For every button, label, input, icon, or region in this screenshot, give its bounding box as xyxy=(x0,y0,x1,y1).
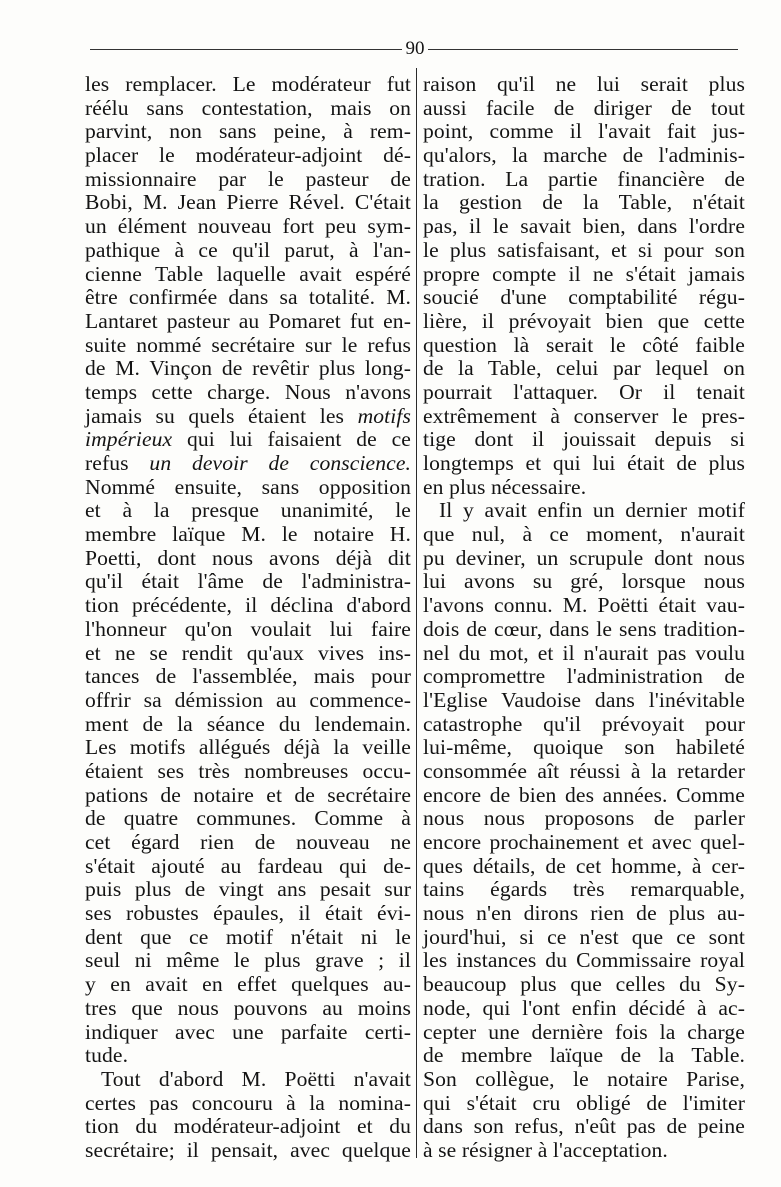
text-line xyxy=(85,736,411,760)
line-text: les instances du Commissaire royal xyxy=(423,948,745,973)
line-text: à se résigner à l'acceptation. xyxy=(423,1137,668,1162)
text-line xyxy=(85,73,411,97)
italic-text: motifs xyxy=(357,403,411,428)
line-text: cepter une dernière fois la charge xyxy=(423,1019,745,1044)
text-line xyxy=(423,452,745,476)
text-line xyxy=(85,665,411,689)
line-text: nel du mot, et il n'aurait pas voulu xyxy=(423,640,745,665)
line-text: dent que ce motif n'était ni le xyxy=(85,924,411,949)
line-text: encore de bien des années. Comme xyxy=(423,782,745,807)
line-text: seul ni même le plus grave ; il xyxy=(85,948,411,973)
text-line xyxy=(85,949,411,973)
text-line xyxy=(85,973,411,997)
line-text: certes pas concouru à la nomina- xyxy=(85,1090,411,1115)
page-number: 90 xyxy=(402,38,428,60)
text-line xyxy=(85,334,411,358)
text-line xyxy=(85,1115,411,1139)
text-line xyxy=(85,357,411,381)
text-line xyxy=(85,191,411,215)
text-line xyxy=(85,807,411,831)
line-text: nous n'en dirons rien de plus au- xyxy=(423,901,745,926)
line-text: les remplacer. Le modérateur fut xyxy=(85,72,411,96)
text-line xyxy=(85,855,411,879)
line-text: longtemps et qui lui était de plus xyxy=(423,451,745,475)
line-text: tration. La partie financière de xyxy=(423,166,745,191)
text-line xyxy=(423,1115,745,1139)
line-text: en plus nécessaire. xyxy=(423,474,587,499)
text-line xyxy=(85,452,411,476)
text-line xyxy=(85,1021,411,1045)
line-text: lière, il prévoyait bien que cette xyxy=(423,308,745,333)
line-text: ses robustes épaules, il était évi- xyxy=(85,901,411,926)
line-text: Poetti, dont nous avons déjà dit xyxy=(85,545,411,570)
line-text: ques détails, de cet homme, à cer- xyxy=(423,853,745,878)
text-line xyxy=(423,97,745,121)
text-line xyxy=(423,144,745,168)
line-text: pourrait l'attaquer. Or il tenait xyxy=(423,379,745,404)
line-text: la gestion de la Table, n'était xyxy=(423,190,745,215)
text-line xyxy=(423,642,745,666)
text-line xyxy=(423,428,745,452)
text-line xyxy=(423,689,745,713)
line-text: suite nommé secrétaire sur le refus xyxy=(85,332,411,357)
text-line xyxy=(85,97,411,121)
text-line xyxy=(85,878,411,902)
text-line xyxy=(85,926,411,950)
line-text: réélu sans contestation, mais on xyxy=(85,95,411,120)
text-line xyxy=(423,120,745,144)
line-text: secrétaire; il pensait, avec quelque xyxy=(85,1137,411,1162)
line-text: dans son refus, n'eût pas de peine xyxy=(423,1114,745,1139)
line-text: Son collègue, le notaire Parise, xyxy=(423,1066,745,1091)
text-line xyxy=(423,476,745,500)
line-text: s'était ajouté au fardeau qui de- xyxy=(85,853,411,878)
text-line xyxy=(85,263,411,287)
right-column xyxy=(423,73,745,1163)
line-text: être confirmée dans sa totalité. M. xyxy=(85,285,411,310)
line-text: étaient ses très nombreuses occu- xyxy=(85,758,411,783)
line-text: tude. xyxy=(85,1043,129,1068)
line-text: lui-même, quoique son habileté xyxy=(423,735,745,760)
text-line xyxy=(85,499,411,523)
line-text: Il y avait enfin un dernier motif xyxy=(439,498,745,523)
line-text: tige dont il jouissait depuis si xyxy=(423,427,745,452)
line-text: point, comme il l'avait fait jus- xyxy=(423,119,745,144)
line-text: qu'alors, la marche de l'adminis- xyxy=(423,143,745,168)
line-text: un élément nouveau fort peu sym- xyxy=(85,214,411,239)
line-text: parvint, non sans peine, à rem- xyxy=(85,119,411,144)
text-line xyxy=(423,334,745,358)
text-line xyxy=(85,428,411,452)
line-text: consommée aît réussi à la retarder xyxy=(423,758,745,783)
text-line xyxy=(85,1044,411,1068)
text-line xyxy=(423,286,745,310)
line-text: refus xyxy=(85,451,150,475)
text-line xyxy=(423,807,745,831)
text-line xyxy=(423,499,745,523)
text-line xyxy=(423,1021,745,1045)
line-text: pas, il le savait bien, dans l'ordre xyxy=(423,214,745,239)
text-line xyxy=(423,594,745,618)
text-line xyxy=(85,594,411,618)
line-text: extrêmement à conserver le pres- xyxy=(423,403,745,428)
text-line xyxy=(423,405,745,429)
line-text: tres que nous pouvons au moins xyxy=(85,995,411,1020)
text-line xyxy=(423,618,745,642)
text-line xyxy=(423,1044,745,1068)
text-line xyxy=(423,310,745,334)
text-line xyxy=(85,144,411,168)
text-line xyxy=(85,713,411,737)
line-text: temps cette charge. Nous n'avons xyxy=(85,379,411,404)
text-line xyxy=(85,784,411,808)
line-text: question là serait le côté faible xyxy=(423,332,745,357)
line-text: offrir sa démission au commence- xyxy=(85,687,411,712)
text-line xyxy=(423,713,745,737)
line-text: propre compte il ne s'était jamais xyxy=(423,261,745,286)
line-text: membre laïque M. le notaire H. xyxy=(85,522,411,547)
line-text: aussi facile de diriger de tout xyxy=(423,95,745,120)
text-line xyxy=(85,286,411,310)
text-line xyxy=(85,1139,411,1163)
line-text: tion du modérateur-adjoint et du xyxy=(85,1114,411,1139)
text-line xyxy=(423,878,745,902)
line-text: tains égards très remarquable, xyxy=(423,877,745,902)
text-line xyxy=(423,1068,745,1092)
text-line xyxy=(423,665,745,689)
text-line xyxy=(423,191,745,215)
text-line xyxy=(423,1139,745,1163)
line-text: beaucoup plus que celles du Sy- xyxy=(423,972,745,997)
line-text: Nommé ensuite, sans opposition xyxy=(85,474,411,499)
line-text: dois de cœur, dans le sens tradition- xyxy=(423,616,745,641)
text-line xyxy=(85,381,411,405)
line-text: Les motifs allégués déjà la veille xyxy=(85,735,411,760)
header-rule-left xyxy=(90,49,402,50)
line-text: de quatre communes. Comme à xyxy=(85,806,411,831)
line-text: Tout d'abord M. Poëtti n'avait xyxy=(101,1066,411,1091)
text-line xyxy=(423,973,745,997)
line-text: pathique à ce qu'il parut, à l'an- xyxy=(85,237,411,262)
text-line xyxy=(85,902,411,926)
text-line xyxy=(85,618,411,642)
line-text: cienne Table laquelle avait espéré xyxy=(85,261,411,286)
italic-text: un devoir de conscience. xyxy=(149,451,411,475)
text-line xyxy=(85,831,411,855)
line-text: puis plus de vingt ans pesait sur xyxy=(85,877,411,902)
italic-text: impérieux xyxy=(85,427,173,452)
line-text: que nul, à ce moment, n'aurait xyxy=(423,522,745,547)
line-text: compromettre l'administration de xyxy=(423,664,745,689)
line-text: missionnaire par le pasteur de xyxy=(85,166,411,191)
text-line xyxy=(85,1092,411,1116)
text-line xyxy=(85,547,411,571)
text-line xyxy=(85,120,411,144)
text-line xyxy=(423,831,745,855)
line-text: tion précédente, il déclina d'abord xyxy=(85,593,411,618)
text-line xyxy=(423,570,745,594)
line-text: nous nous proposons de parler xyxy=(423,806,745,831)
line-text: soucié d'une comptabilité régu- xyxy=(423,285,745,310)
text-line xyxy=(85,215,411,239)
text-line xyxy=(423,357,745,381)
line-text: ment de la séance du lendemain. xyxy=(85,711,411,736)
text-line xyxy=(423,1092,745,1116)
text-line xyxy=(85,689,411,713)
line-text: qui lui faisaient de ce xyxy=(172,427,411,452)
text-line xyxy=(423,949,745,973)
text-line xyxy=(85,760,411,784)
text-line xyxy=(423,855,745,879)
header-rule-right xyxy=(428,49,738,50)
text-line xyxy=(423,997,745,1021)
line-text: y en avait en effet quelques au- xyxy=(85,972,411,997)
text-line xyxy=(423,760,745,784)
line-text: catastrophe qu'il prévoyait pour xyxy=(423,711,745,736)
text-line xyxy=(85,1068,411,1092)
line-text: de la Table, celui par lequel on xyxy=(423,356,745,381)
left-column xyxy=(85,73,411,1163)
line-text: de M. Vinçon de revêtir plus long- xyxy=(85,356,411,381)
text-line xyxy=(423,168,745,192)
text-line xyxy=(85,239,411,263)
line-text: l'honneur qu'on voulait lui faire xyxy=(85,616,411,641)
line-text: Bobi, M. Jean Pierre Rével. C'était xyxy=(85,190,411,215)
line-text: l'avons connu. M. Poëtti était vau- xyxy=(423,593,745,618)
text-line xyxy=(85,570,411,594)
line-text: de membre laïque de la Table. xyxy=(423,1043,745,1068)
line-text: et à la presque unanimité, le xyxy=(85,498,411,523)
text-line xyxy=(85,997,411,1021)
line-text: pu deviner, un scrupule dont nous xyxy=(423,545,745,570)
line-text: et ne se rendit qu'aux vives ins- xyxy=(85,640,411,665)
text-line xyxy=(85,476,411,500)
line-text: le plus satisfaisant, et si pour son xyxy=(423,237,745,262)
line-text: lui avons su gré, lorsque nous xyxy=(423,569,745,594)
text-line xyxy=(85,405,411,429)
text-line xyxy=(423,926,745,950)
line-text: encore prochainement et avec quel- xyxy=(423,830,745,854)
text-line xyxy=(423,381,745,405)
line-text: jourd'hui, si ce n'est que ce sont xyxy=(423,924,745,949)
text-line xyxy=(423,239,745,263)
text-line xyxy=(423,547,745,571)
line-text: tances de l'assemblée, mais pour xyxy=(85,664,411,689)
line-text: l'Eglise Vaudoise dans l'inévitable xyxy=(423,687,745,712)
line-text: jamais su quels étaient les xyxy=(85,403,358,428)
line-text: raison qu'il ne lui serait plus xyxy=(423,72,745,96)
column-divider xyxy=(416,68,417,1158)
text-line xyxy=(423,902,745,926)
page-header xyxy=(78,38,738,62)
text-line xyxy=(423,215,745,239)
line-text: placer le modérateur-adjoint dé- xyxy=(85,143,411,168)
text-line xyxy=(423,523,745,547)
text-line xyxy=(85,168,411,192)
text-line xyxy=(85,523,411,547)
text-line xyxy=(85,310,411,334)
text-line xyxy=(423,73,745,97)
line-text: pations de notaire et de secrétaire xyxy=(85,782,411,807)
text-line xyxy=(423,263,745,287)
line-text: cet égard rien de nouveau ne xyxy=(85,830,411,854)
text-line xyxy=(423,736,745,760)
text-line xyxy=(423,784,745,808)
line-text: qui s'était cru obligé de l'imiter xyxy=(423,1090,745,1115)
line-text: node, qui l'ont enfin décidé à ac- xyxy=(423,995,745,1020)
line-text: qu'il était l'âme de l'administra- xyxy=(85,569,411,594)
line-text: Lantaret pasteur au Pomaret fut en- xyxy=(85,308,411,333)
text-line xyxy=(85,642,411,666)
line-text: indiquer avec une parfaite certi- xyxy=(85,1019,411,1044)
